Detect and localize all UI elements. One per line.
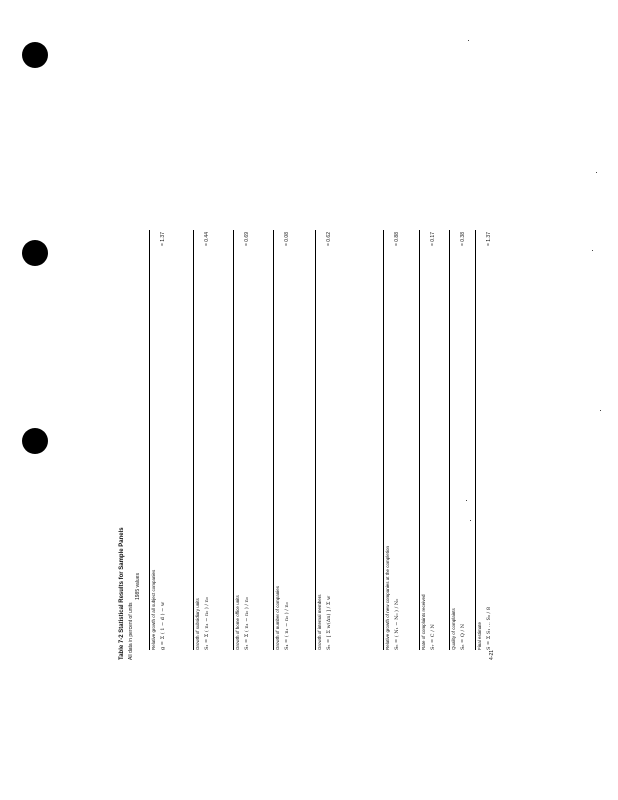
panel [193, 230, 228, 650]
page-year: 1985 values [135, 573, 141, 600]
panel-header: Quality of complaints [451, 608, 456, 650]
page-number: 4-21 [489, 649, 495, 660]
panel-header: Relative growth of all subject companies [151, 569, 156, 650]
panel-header: Rate of complaints received [421, 594, 426, 650]
panel-equation: S₂ = Σ ( n₁ − n₀ ) / n₀ [204, 597, 210, 650]
panel [419, 230, 446, 650]
panel [273, 230, 304, 650]
panel [383, 230, 416, 650]
panel-equation: S₈ = Q / N [460, 623, 466, 650]
panel-equation: S₇ = C / N [430, 624, 436, 650]
panel [315, 230, 376, 650]
panel-result: = 0.88 [394, 232, 400, 247]
panel [149, 230, 188, 650]
panel [233, 230, 268, 650]
panel-equation: g = Σ ( 1 − d ) − w [160, 601, 166, 650]
panel-equation: S₅ = [ Σ w(Δn) ] / Σ w [326, 595, 332, 650]
panel-equation: S₄ = ( n₁ − n₀ ) / n₀ [284, 602, 290, 650]
panel-result: = 0.62 [326, 232, 332, 247]
panel-header: Growth of internal members [317, 594, 322, 650]
panel-result: = 0.44 [204, 232, 210, 247]
page-title: Table 7-2 Statistical Results for Sample Panels [119, 527, 125, 660]
punch-hole [22, 240, 48, 266]
panel-result: = 1.37 [160, 232, 166, 247]
rotated-page [49, 210, 569, 660]
panel-result: = 0.69 [244, 232, 250, 247]
panel-result: = 1.37 [486, 232, 492, 247]
panel-header: Growth of home office units [235, 595, 240, 650]
punch-hole [22, 42, 48, 68]
panel [475, 230, 496, 650]
panel-header: Growth of number of companies [275, 585, 280, 650]
panel-header: Relative growth of new companies at the completion [385, 545, 390, 650]
panel-equation: S₃ = Σ ( n₁ − n₀ ) / n₀ [244, 597, 250, 650]
punch-hole [22, 428, 48, 454]
panel-result: = 0.08 [284, 232, 290, 247]
panel-header: Growth of subsidiary units [195, 598, 200, 650]
panel [449, 230, 472, 650]
panel-header: Final estimate [477, 621, 482, 650]
panel-equation: S₆ = ( N₁ − N₀ ) / N₀ [394, 598, 400, 650]
panel-result: = 0.38 [460, 232, 466, 247]
panel-equation: S = Σ S₁ … S₈ / 8 [486, 606, 492, 650]
page-subtitle: All data in percent of units [128, 602, 134, 660]
panel-result: = 0.17 [430, 232, 436, 247]
